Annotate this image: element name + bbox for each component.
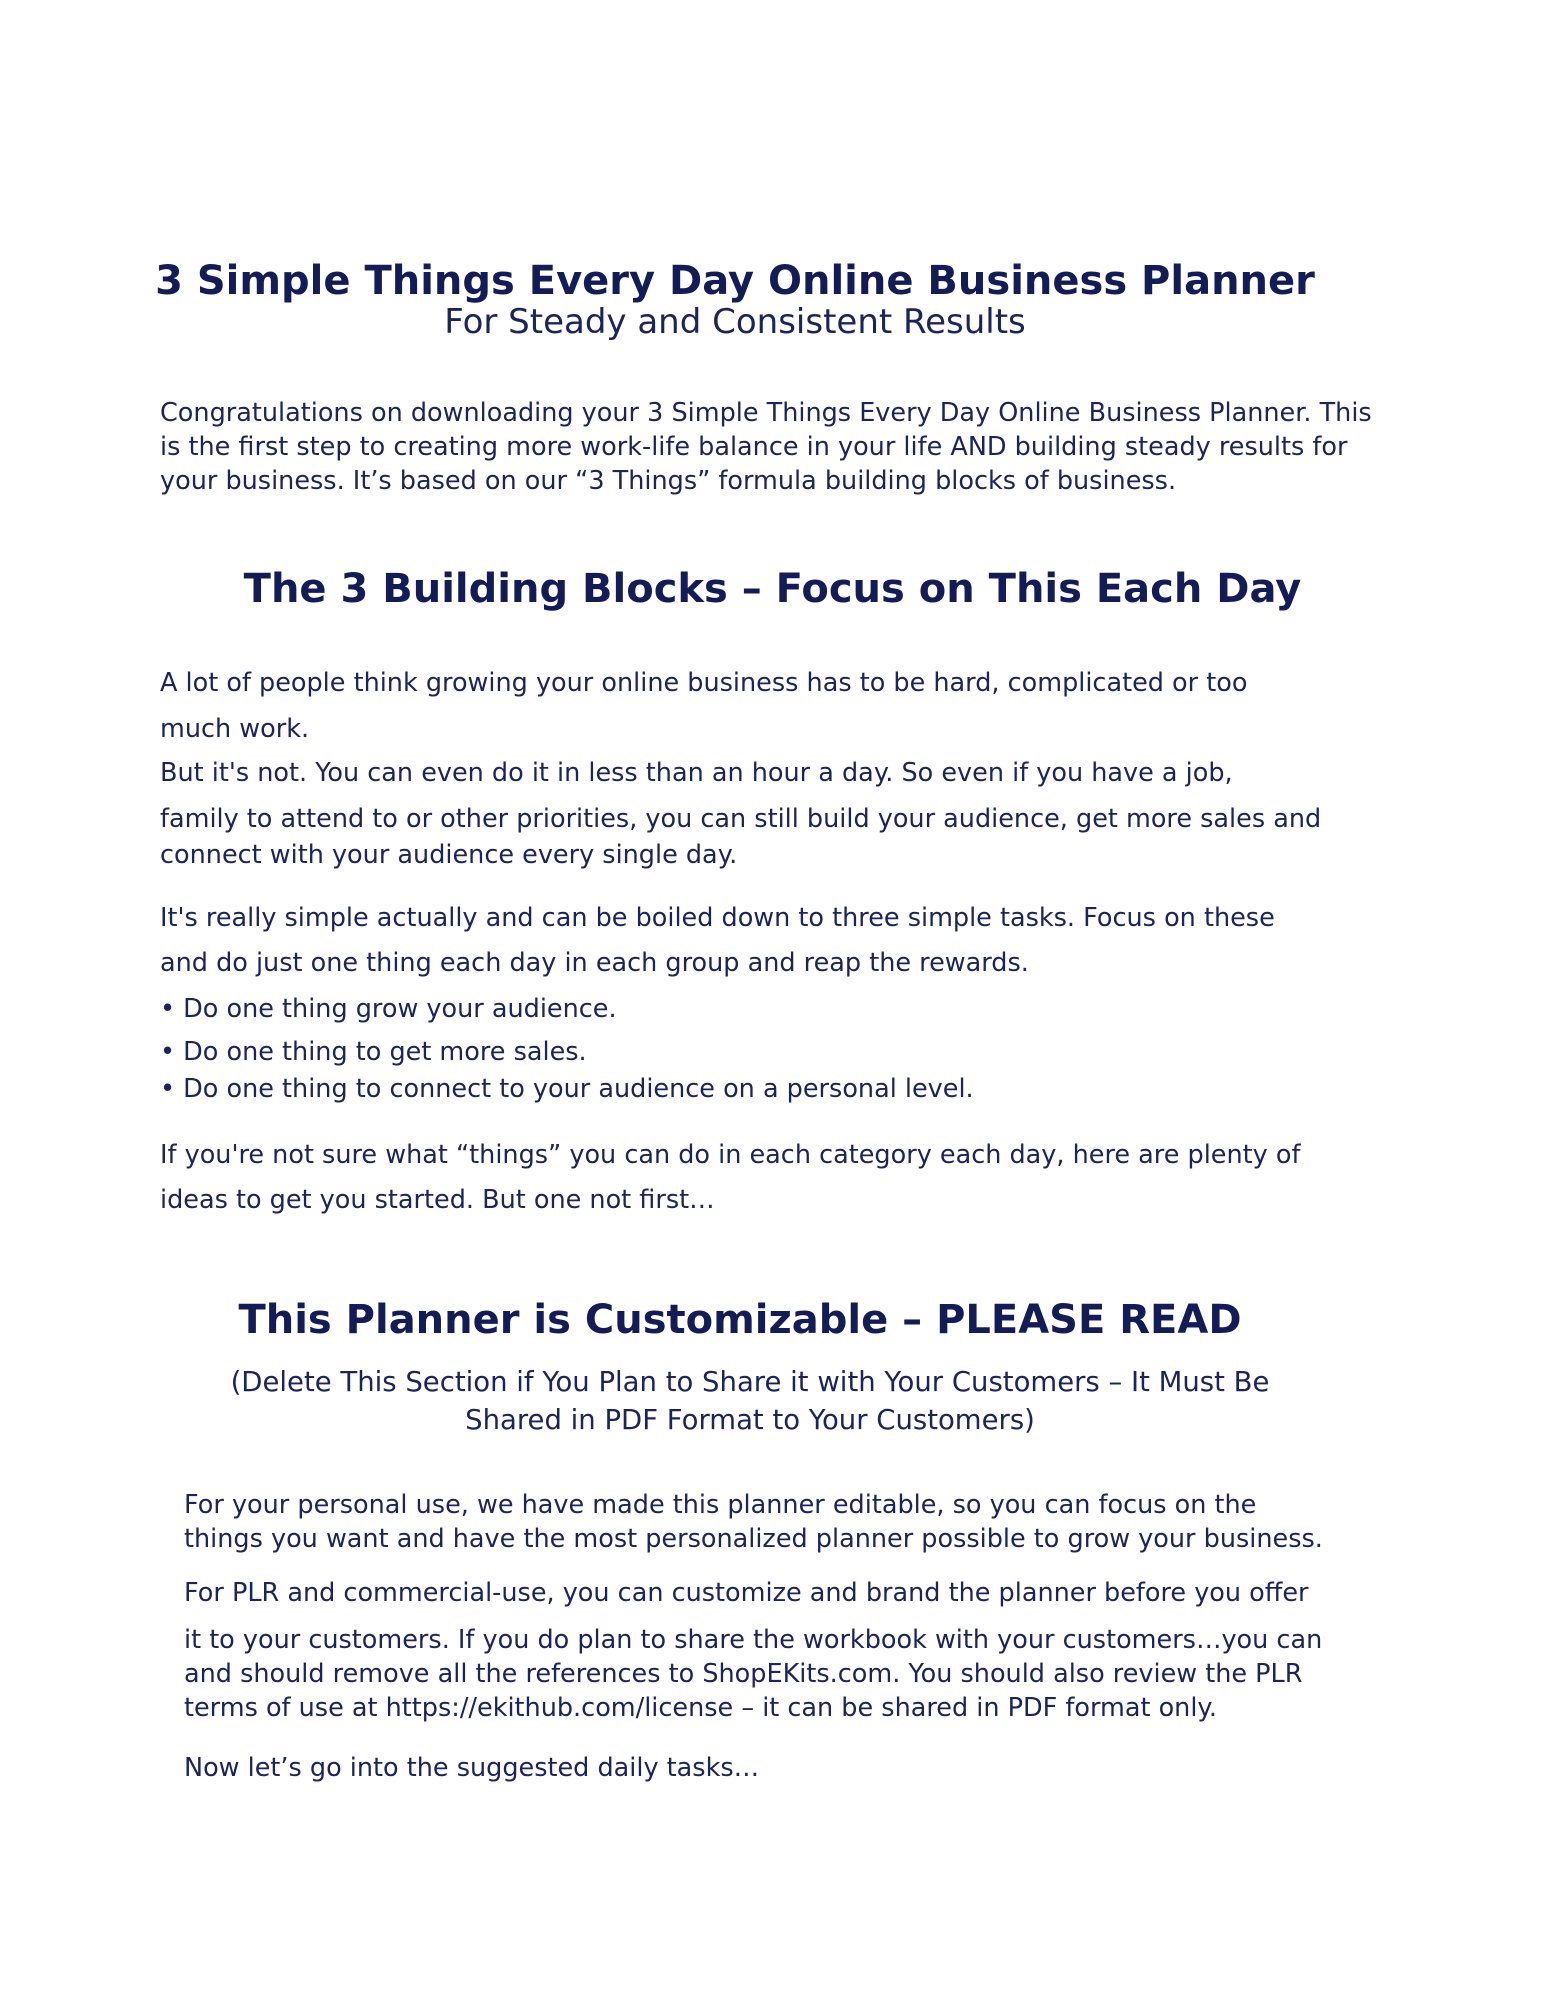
license-line: terms of use at https://ekithub.com/license – it can be shared in PDF format only. (184, 1693, 1217, 1723)
section-note-line-2: Shared in PDF Format to Your Customers) (465, 1404, 1035, 1436)
body-line: things you want and have the most personalized planner possible to grow your business. (184, 1524, 1323, 1554)
body-line: For PLR and commercial-use, you can customize and brand the planner before you offer (184, 1578, 1309, 1608)
body-line: But it's not. You can even do it in less than an hour a day. So even if you have a job, (160, 758, 1233, 788)
intro-line-2: is the first step to creating more work-life balance in your life AND building steady results for (160, 432, 1348, 462)
body-line: and do just one thing each day in each group and reap the rewards. (160, 948, 1029, 978)
body-line: ideas to get you started. But one not first… (160, 1185, 715, 1215)
body-line: For your personal use, we have made this planner editable, so you can focus on the (184, 1490, 1257, 1520)
body-line: and should remove all the references to ShopEKits.com. You should also review the PLR (184, 1659, 1303, 1689)
body-line: It's really simple actually and can be boiled down to three simple tasks. Focus on these (160, 903, 1275, 933)
page-subtitle: For Steady and Consistent Results (444, 302, 1026, 342)
page-title: 3 Simple Things Every Day Online Business Planner (155, 258, 1315, 304)
body-line: it to your customers. If you do plan to share the workbook with your customers…you can (184, 1625, 1323, 1655)
section-note-line-1: (Delete This Section if You Plan to Share it with Your Customers – It Must Be (230, 1366, 1270, 1398)
bullet-item: • Do one thing grow your audience. (160, 994, 617, 1024)
bullet-item: • Do one thing to get more sales. (160, 1037, 587, 1067)
body-line: family to attend to or other priorities, you can still build your audience, get more sales and (160, 804, 1322, 834)
body-line: A lot of people think growing your online business has to be hard, complicated or too (160, 668, 1248, 698)
body-line: connect with your audience every single day. (160, 840, 738, 870)
intro-line-3: your business. It’s based on our “3 Things” formula building blocks of business. (160, 466, 1177, 496)
section-heading-customizable: This Planner is Customizable – PLEASE READ (238, 1297, 1242, 1343)
bullet-item: • Do one thing to connect to your audience on a personal level. (160, 1074, 974, 1104)
closing-line: Now let’s go into the suggested daily tasks… (184, 1753, 760, 1783)
body-line: much work. (160, 714, 310, 744)
body-line: If you're not sure what “things” you can do in each category each day, here are plenty of (160, 1140, 1301, 1170)
section-heading-building-blocks: The 3 Building Blocks – Focus on This Each Day (243, 566, 1302, 612)
intro-line-1: Congratulations on downloading your 3 Simple Things Every Day Online Business Planner. This (160, 398, 1372, 428)
